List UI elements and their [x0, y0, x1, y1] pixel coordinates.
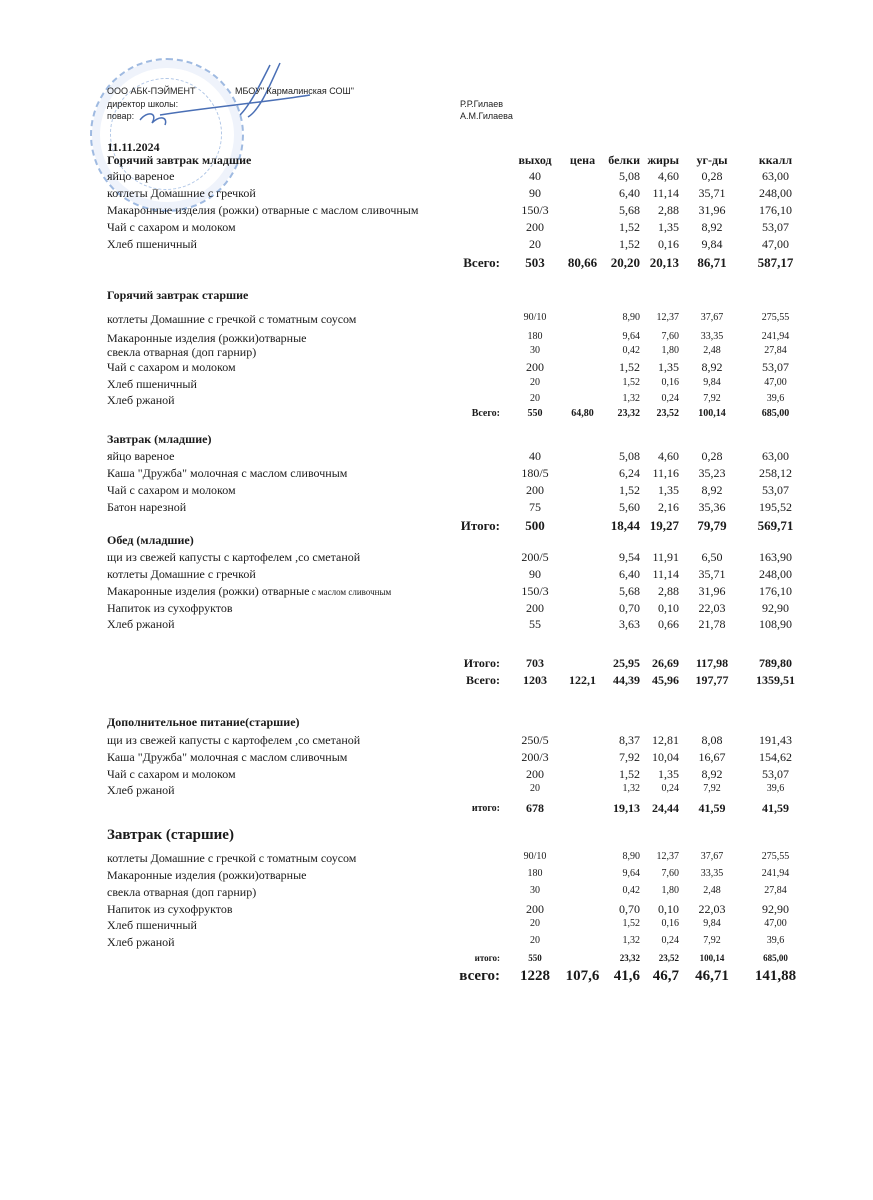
total-row — [0, 656, 873, 672]
fats-cell: 1,35 — [658, 360, 679, 374]
table-row — [0, 203, 873, 219]
fats-cell: 7,60 — [661, 331, 679, 342]
fats-cell: 11,16 — [652, 466, 679, 480]
table-row — [0, 466, 873, 482]
output-cell: 150/3 — [521, 584, 549, 598]
output-cell: 40 — [529, 449, 541, 463]
carbs-cell: 41,59 — [698, 801, 726, 815]
section-header-row — [0, 288, 873, 304]
fats-cell: 0,16 — [661, 918, 679, 929]
kcal-cell: 53,07 — [762, 767, 789, 781]
item-name: Хлеб ржаной — [107, 935, 175, 949]
table-row — [0, 935, 873, 951]
director-name: Р.Р.Гилаев — [460, 99, 504, 109]
fats-cell: 0,10 — [658, 601, 679, 615]
kcal-cell: 195,52 — [759, 500, 792, 514]
item-name: Батон нарезной — [107, 500, 187, 514]
kcal-cell: 248,00 — [759, 567, 792, 581]
fats-cell: 12,81 — [652, 733, 679, 747]
table-row — [0, 617, 873, 633]
output-cell: 90/10 — [523, 851, 547, 862]
item-name: Хлеб пшеничный — [107, 918, 197, 932]
fats-cell: 4,60 — [658, 169, 679, 183]
table-row — [0, 584, 873, 600]
carbs-cell: 7,92 — [703, 393, 721, 404]
proteins-cell: 8,90 — [622, 312, 640, 323]
fats-cell: 11,91 — [652, 550, 679, 564]
fats-cell: 0,16 — [658, 237, 679, 251]
proteins-cell: 6,40 — [619, 567, 640, 581]
proteins-cell: 6,24 — [619, 466, 640, 480]
kcal-cell: 92,90 — [762, 902, 789, 916]
output-cell: 180/5 — [521, 466, 549, 480]
kcal-cell: 53,07 — [762, 483, 789, 497]
table-row — [0, 345, 873, 361]
carbs-cell: 0,28 — [701, 169, 723, 183]
kcal-cell: 47,00 — [764, 377, 787, 388]
carbs-cell: 31,96 — [698, 584, 726, 598]
fats-cell: 1,80 — [661, 345, 679, 356]
output-cell: 20 — [530, 935, 540, 946]
output-cell: 30 — [530, 885, 540, 896]
col-kcal-header: ккалл — [758, 153, 793, 167]
item-name: котлеты Домашние с гречкой с томатным соусом — [107, 312, 357, 326]
price-cell: 64,80 — [571, 408, 594, 419]
output-cell: 90 — [529, 186, 541, 200]
item-name: Хлеб ржаной — [107, 617, 175, 631]
table-row — [0, 360, 873, 376]
fats-cell: 2,88 — [658, 584, 679, 598]
text: с маслом сливочным — [309, 587, 392, 597]
total-row — [0, 408, 873, 424]
output-cell: 180 — [527, 331, 543, 342]
item-name: щи из свежей капусты с картофелем ,со сметаной — [107, 733, 361, 747]
fats-cell: 7,60 — [661, 868, 679, 879]
output-cell: 200 — [526, 767, 544, 781]
carbs-cell: 8,92 — [701, 360, 723, 374]
table-row — [0, 601, 873, 617]
output-cell: 20 — [530, 918, 540, 929]
item-name: щи из свежей капусты с картофелем ,со сметаной — [107, 550, 361, 564]
item-name: Макаронные изделия (рожки)отварные — [107, 331, 307, 345]
kcal-cell: 47,00 — [762, 237, 789, 251]
item-name: яйцо вареное — [107, 169, 175, 183]
item-name: Каша "Дружба" молочная с маслом сливочным — [107, 466, 348, 480]
item-name: котлеты Домашние с гречкой с томатным соусом — [107, 851, 357, 865]
fats-cell: 24,44 — [652, 801, 679, 815]
carbs-cell: 8,08 — [701, 733, 723, 747]
kcal-cell: 241,94 — [761, 331, 790, 342]
table-row — [0, 220, 873, 236]
output-cell: 678 — [526, 801, 544, 815]
fats-cell: 12,37 — [656, 312, 679, 323]
output-cell: 500 — [525, 518, 545, 533]
proteins-cell: 5,08 — [619, 449, 640, 463]
proteins-cell: 23,32 — [617, 408, 640, 419]
carbs-cell: 46,71 — [695, 968, 729, 984]
carbs-cell: 0,28 — [701, 449, 723, 463]
output-cell: 200 — [526, 360, 544, 374]
total-row — [0, 518, 873, 534]
output-cell: 55 — [529, 617, 541, 631]
kcal-cell: 1359,51 — [756, 673, 795, 687]
carbs-cell: 22,03 — [698, 902, 726, 916]
kcal-cell: 275,55 — [761, 851, 790, 862]
table-row — [0, 186, 873, 202]
output-cell: 1228 — [520, 968, 550, 984]
fats-cell: 0,24 — [661, 783, 679, 794]
section-title: Завтрак (младшие) — [107, 432, 212, 446]
company-name: ООО АБК-ПЭЙМЕНТ — [107, 86, 196, 96]
table-row — [0, 237, 873, 253]
fats-cell: 46,7 — [652, 968, 679, 984]
carbs-cell: 100,14 — [699, 953, 725, 963]
item-name: Чай с сахаром и молоком — [107, 767, 236, 781]
price-cell: 122,1 — [569, 673, 596, 687]
fats-cell: 0,24 — [661, 935, 679, 946]
kcal-cell: 685,00 — [761, 408, 790, 419]
cook-name: А.М.Гилаева — [460, 111, 513, 121]
fats-cell: 23,52 — [658, 953, 679, 963]
carbs-cell: 33,35 — [700, 868, 724, 879]
kcal-cell: 587,17 — [757, 255, 794, 270]
table-row — [0, 868, 873, 884]
item-name: Макаронные изделия (рожки)отварные — [107, 868, 307, 882]
section-title: Горячий завтрак старшие — [107, 288, 249, 302]
director-label: директор школы: — [107, 99, 179, 109]
item-name — [107, 584, 391, 599]
carbs-cell: 8,92 — [701, 767, 723, 781]
item-name: Макаронные изделия (рожки) отварные с маслом сливочным — [107, 203, 419, 217]
total-label: Итого: — [463, 656, 500, 670]
carbs-cell: 35,71 — [698, 186, 726, 200]
carbs-cell: 9,84 — [703, 918, 721, 929]
carbs-cell: 35,23 — [698, 466, 726, 480]
output-cell: 150/3 — [521, 203, 549, 217]
table-row — [0, 851, 873, 867]
carbs-cell: 35,71 — [698, 567, 726, 581]
kcal-cell: 789,80 — [759, 656, 792, 670]
item-name: яйцо вареное — [107, 449, 175, 463]
fats-cell: 11,14 — [652, 567, 679, 581]
carbs-cell: 7,92 — [703, 935, 721, 946]
carbs-cell: 35,36 — [698, 500, 726, 514]
proteins-cell: 0,70 — [619, 902, 640, 916]
carbs-cell: 37,67 — [700, 851, 724, 862]
kcal-cell: 176,10 — [759, 584, 792, 598]
fats-cell: 26,69 — [652, 656, 679, 670]
item-name: Хлеб ржаной — [107, 783, 175, 797]
kcal-cell: 569,71 — [757, 518, 794, 533]
section-header-row — [0, 153, 873, 169]
proteins-cell: 1,32 — [622, 393, 640, 404]
item-name: Чай с сахаром и молоком — [107, 483, 236, 497]
kcal-cell: 53,07 — [762, 360, 789, 374]
proteins-cell: 44,39 — [613, 673, 640, 687]
proteins-cell: 1,52 — [619, 767, 640, 781]
output-cell: 20 — [529, 237, 541, 251]
table-row — [0, 567, 873, 583]
fats-cell: 23,52 — [656, 408, 679, 419]
item-name: Каша "Дружба" молочная с маслом сливочным — [107, 750, 348, 764]
kcal-cell: 191,43 — [759, 733, 792, 747]
total-row — [0, 953, 873, 969]
carbs-cell: 100,14 — [698, 408, 726, 419]
kcal-cell: 27,84 — [764, 885, 787, 896]
grand-total-row — [0, 673, 873, 689]
total-label: итого: — [471, 803, 500, 814]
item-name: свекла отварная (доп гарнир) — [107, 345, 257, 359]
fats-cell: 11,14 — [652, 186, 679, 200]
proteins-cell: 1,32 — [622, 935, 640, 946]
output-cell: 200/3 — [521, 750, 549, 764]
output-cell: 20 — [530, 783, 540, 794]
proteins-cell: 1,52 — [622, 918, 640, 929]
table-row — [0, 767, 873, 783]
col-price-header: цена — [569, 153, 596, 167]
output-cell: 200 — [526, 902, 544, 916]
table-row — [0, 483, 873, 499]
kcal-cell: 92,90 — [762, 601, 789, 615]
carbs-cell: 37,67 — [700, 312, 724, 323]
section-header-row — [0, 715, 873, 731]
fats-cell: 1,80 — [661, 885, 679, 896]
proteins-cell: 0,70 — [619, 601, 640, 615]
item-name: Хлеб ржаной — [107, 393, 175, 407]
fats-cell: 2,16 — [658, 500, 679, 514]
kcal-cell: 47,00 — [764, 918, 787, 929]
fats-cell: 2,88 — [658, 203, 679, 217]
col-fats-header: жиры — [647, 153, 679, 167]
proteins-cell: 20,20 — [610, 255, 640, 270]
kcal-cell: 685,00 — [763, 953, 788, 963]
table-row — [0, 169, 873, 185]
carbs-cell: 16,67 — [698, 750, 726, 764]
output-cell: 200/5 — [521, 550, 549, 564]
fats-cell: 4,60 — [658, 449, 679, 463]
menu-date: 11.11.2024 — [107, 140, 160, 154]
proteins-cell: 18,44 — [610, 518, 640, 533]
kcal-cell: 154,62 — [759, 750, 792, 764]
fats-cell: 1,35 — [658, 767, 679, 781]
output-cell: 200 — [526, 601, 544, 615]
carbs-cell: 21,78 — [698, 617, 726, 631]
kcal-cell: 63,00 — [762, 169, 789, 183]
item-name: котлеты Домашние с гречкой — [107, 186, 256, 200]
proteins-cell: 1,52 — [619, 360, 640, 374]
col-output-header: выход — [518, 153, 552, 167]
section-header-row — [0, 827, 873, 843]
proteins-cell: 5,60 — [619, 500, 640, 514]
item-name: Хлеб пшеничный — [107, 377, 197, 391]
table-row — [0, 902, 873, 918]
carbs-cell: 197,77 — [695, 673, 729, 687]
output-cell: 200 — [526, 483, 544, 497]
kcal-cell: 248,00 — [759, 186, 792, 200]
kcal-cell: 63,00 — [762, 449, 789, 463]
total-label: итого: — [474, 953, 500, 963]
total-label: Всего: — [463, 255, 500, 270]
section-title: Обед (младшие) — [107, 533, 194, 547]
table-row — [0, 733, 873, 749]
kcal-cell: 241,94 — [761, 868, 790, 879]
fats-cell: 0,24 — [661, 393, 679, 404]
kcal-cell: 41,59 — [762, 801, 789, 815]
price-cell: 107,6 — [565, 968, 600, 984]
carbs-cell: 22,03 — [698, 601, 726, 615]
total-label: Всего: — [471, 408, 500, 419]
output-cell: 20 — [530, 377, 540, 388]
proteins-cell: 5,68 — [619, 584, 640, 598]
output-cell: 550 — [528, 953, 542, 963]
output-cell: 20 — [530, 393, 540, 404]
kcal-cell: 108,90 — [759, 617, 792, 631]
kcal-cell: 141,88 — [754, 968, 797, 984]
proteins-cell: 9,64 — [622, 868, 640, 879]
proteins-cell: 23,32 — [619, 953, 640, 963]
proteins-cell: 1,52 — [619, 483, 640, 497]
carbs-cell: 8,92 — [701, 483, 723, 497]
proteins-cell: 0,42 — [622, 885, 640, 896]
carbs-cell: 31,96 — [698, 203, 726, 217]
col-proteins-header: белки — [608, 153, 640, 167]
fats-cell: 1,35 — [658, 483, 679, 497]
section-title: Горячий завтрак младшие — [107, 153, 252, 167]
table-row — [0, 393, 873, 409]
cook-label: повар: — [107, 111, 135, 121]
kcal-cell: 39,6 — [766, 393, 785, 404]
output-cell: 90 — [529, 567, 541, 581]
section-header-row — [0, 432, 873, 448]
output-cell: 703 — [526, 656, 544, 670]
carbs-cell: 2,48 — [703, 345, 721, 356]
proteins-cell: 9,64 — [622, 331, 640, 342]
carbs-cell: 9,84 — [701, 237, 723, 251]
section-title: Завтрак (старшие) — [107, 827, 234, 843]
item-name: Хлеб пшеничный — [107, 237, 197, 251]
fats-cell: 12,37 — [656, 851, 679, 862]
carbs-cell: 33,35 — [700, 331, 724, 342]
section-header-row — [0, 533, 873, 549]
proteins-cell: 8,37 — [619, 733, 640, 747]
proteins-cell: 6,40 — [619, 186, 640, 200]
proteins-cell: 1,52 — [619, 220, 640, 234]
table-row — [0, 500, 873, 516]
item-name: Напиток из сухофруктов — [107, 902, 233, 916]
kcal-cell: 53,07 — [762, 220, 789, 234]
table-row — [0, 550, 873, 566]
proteins-cell: 8,90 — [622, 851, 640, 862]
table-row — [0, 312, 873, 328]
proteins-cell: 3,63 — [619, 617, 640, 631]
proteins-cell: 1,52 — [622, 377, 640, 388]
kcal-cell: 176,10 — [759, 203, 792, 217]
output-cell: 200 — [526, 220, 544, 234]
item-name: Чай с сахаром и молоком — [107, 360, 236, 374]
total-label: всего: — [459, 968, 500, 984]
item-name: свекла отварная (доп гарнир) — [107, 885, 257, 899]
fats-cell: 10,04 — [652, 750, 679, 764]
table-row — [0, 377, 873, 393]
carbs-cell: 117,98 — [695, 656, 729, 670]
kcal-cell: 39,6 — [766, 783, 785, 794]
school-name: МБОУ" Кармалинская СОШ" — [235, 86, 354, 96]
output-cell: 1203 — [523, 673, 547, 687]
table-row — [0, 449, 873, 465]
item-name: Напиток из сухофруктов — [107, 601, 233, 615]
total-label: Итого: — [460, 518, 500, 533]
output-cell: 503 — [525, 255, 545, 270]
proteins-cell: 5,68 — [619, 203, 640, 217]
table-row — [0, 885, 873, 901]
kcal-cell: 275,55 — [761, 312, 790, 323]
carbs-cell: 8,92 — [701, 220, 723, 234]
fats-cell: 19,27 — [649, 518, 679, 533]
proteins-cell: 0,42 — [622, 345, 640, 356]
text: Макаронные изделия (рожки) отварные — [107, 584, 310, 598]
item-name: котлеты Домашние с гречкой — [107, 567, 256, 581]
fats-cell: 45,96 — [652, 673, 679, 687]
proteins-cell: 7,92 — [619, 750, 640, 764]
proteins-cell: 1,32 — [622, 783, 640, 794]
table-row — [0, 750, 873, 766]
proteins-cell: 19,13 — [613, 801, 640, 815]
total-row — [0, 255, 873, 271]
fats-cell: 0,10 — [658, 902, 679, 916]
proteins-cell: 9,54 — [619, 550, 640, 564]
fats-cell: 1,35 — [658, 220, 679, 234]
table-row — [0, 918, 873, 934]
proteins-cell: 5,08 — [619, 169, 640, 183]
output-cell: 75 — [529, 500, 541, 514]
carbs-cell: 6,50 — [701, 550, 723, 564]
output-cell: 90/10 — [523, 312, 547, 323]
total-row — [0, 801, 873, 817]
output-cell: 40 — [529, 169, 541, 183]
carbs-cell: 79,79 — [697, 518, 727, 533]
item-name: Чай с сахаром и молоком — [107, 220, 236, 234]
table-row — [0, 783, 873, 799]
price-cell: 80,66 — [567, 255, 598, 270]
output-cell: 180 — [527, 868, 543, 879]
fats-cell: 20,13 — [649, 255, 679, 270]
proteins-cell: 41,6 — [613, 968, 640, 984]
section-title: Дополнительное питание(старшие) — [107, 715, 300, 729]
proteins-cell: 25,95 — [613, 656, 640, 670]
output-cell: 30 — [530, 345, 540, 356]
fats-cell: 0,66 — [658, 617, 679, 631]
total-label: Всего: — [466, 673, 500, 687]
col-carbs-header: уг-ды — [696, 153, 728, 167]
kcal-cell: 163,90 — [759, 550, 792, 564]
carbs-cell: 7,92 — [703, 783, 721, 794]
kcal-cell: 258,12 — [759, 466, 792, 480]
carbs-cell: 86,71 — [697, 255, 727, 270]
output-cell: 550 — [527, 408, 543, 419]
kcal-cell: 39,6 — [766, 935, 785, 946]
fats-cell: 0,16 — [661, 377, 679, 388]
kcal-cell: 27,84 — [764, 345, 787, 356]
proteins-cell: 1,52 — [619, 237, 640, 251]
carbs-cell: 2,48 — [703, 885, 721, 896]
carbs-cell: 9,84 — [703, 377, 721, 388]
grand-total-row — [0, 968, 873, 988]
output-cell: 250/5 — [521, 733, 549, 747]
